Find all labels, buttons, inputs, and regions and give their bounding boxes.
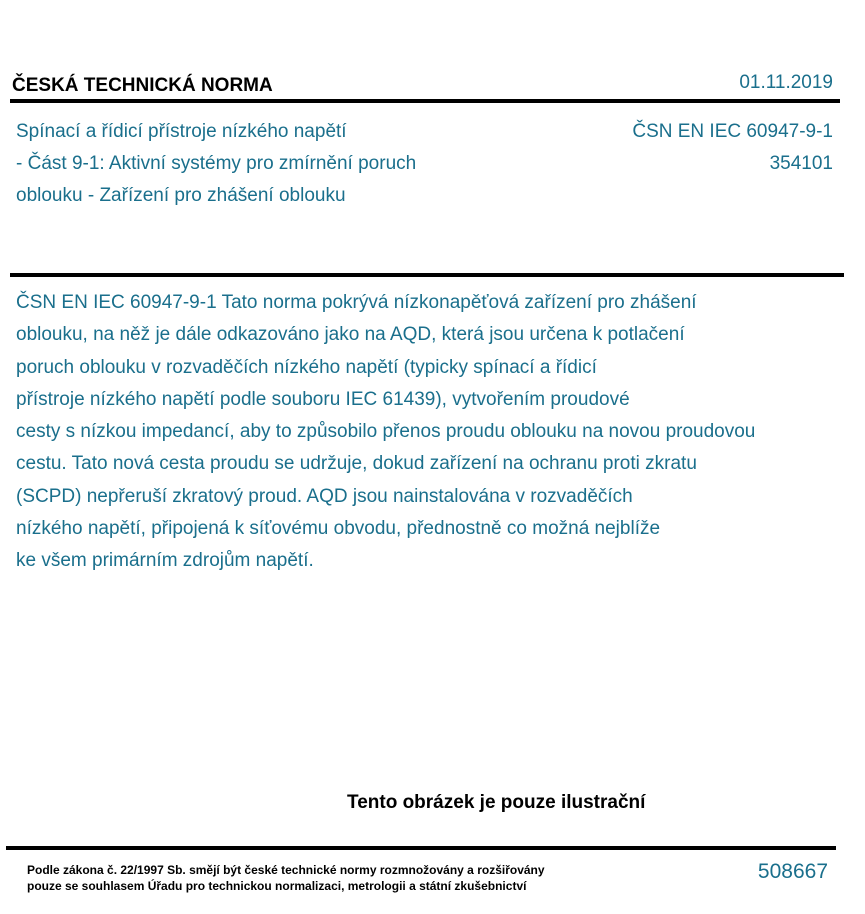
header-title: ČESKÁ TECHNICKÁ NORMA [12,75,273,96]
document-title [16,116,516,212]
abstract-line: ČSN EN IEC 60947-9-1 Tato norma pokrývá nízkonapěťová zařízení pro zhášení [16,292,697,313]
document-title-line: Spínací a řídicí přístroje nízkého napětí [16,121,347,142]
abstract-line: nízkého napětí, připojená k síťovému obvodu, přednostně co možná nejblíže [16,518,661,540]
legal-line: pouze se souhlasem Úřadu pro technickou normalizaci, metrologii a státní zkušebnictví [27,879,527,893]
abstract-line: ke všem primárním zdrojům napětí. [16,550,314,572]
standard-id: ČSN EN IEC 60947-9-1 [632,121,833,142]
legal-line: Podle zákona č. 22/1997 Sb. smějí být české technické normy rozmnožovány a rozšiřovány [27,863,545,877]
issue-date: 01.11.2019 [739,72,833,93]
legal-notice [27,862,545,894]
abstract-line: cesty s nízkou impedancí, aby to způsobilo přenos proudu oblouku na novou proudovou [16,421,756,443]
document-identifiers [632,116,833,180]
document-title-line: - Část 9-1: Aktivní systémy pro zmírnění poruch [16,153,417,174]
catalog-number: 508667 [757,860,828,883]
abstract-text [16,287,861,578]
abstract-line: poruch oblouku v rozvaděčích nízkého napětí (typicky spínací a řídicí [16,356,597,378]
abstract-line: (SCPD) nepřeruší zkratový proud. AQD jsou nainstalována v rozvaděčích [16,485,633,507]
section-divider [10,273,844,277]
abstract-line: cestu. Tato nová cesta proudu se udržuje, dokud zařízení na ochranu proti zkratu [16,453,697,475]
document-title-line: oblouku - Zařízení pro zhášení oblouku [16,185,346,206]
illustration-notice: Tento obrázek je pouze ilustrační [347,792,646,813]
abstract-line: oblouku, na něž je dále odkazováno jako na AQD, která jsou určena k potlačení [16,324,685,346]
class-code: 354101 [769,153,833,174]
footer-divider [6,846,836,850]
abstract-line: přístroje nízkého napětí podle souboru IEC 61439), vytvořením proudové [16,388,630,410]
header-divider [10,99,840,103]
